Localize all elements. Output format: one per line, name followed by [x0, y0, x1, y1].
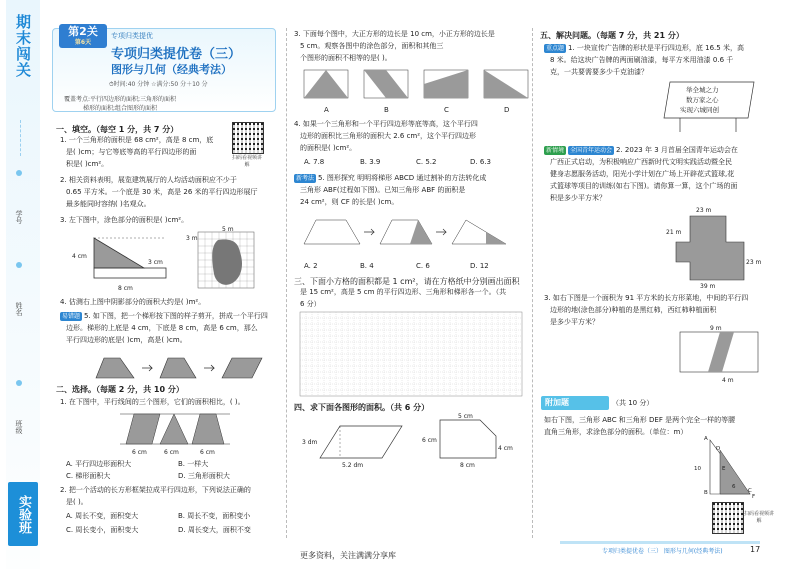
option-d[interactable]: D. 周长变大，面积不变: [178, 526, 251, 534]
question-text: 边形。梯形的上底是 4 cm，下底是 8 cm，高是 6 cm，那么: [66, 324, 258, 332]
q8-option[interactable]: A: [324, 106, 329, 114]
plaza-label: 23 m: [746, 259, 762, 266]
extra-score: （共 10 分）: [612, 399, 654, 407]
vertex-label: D: [716, 446, 721, 452]
fig-label: 8 cm: [460, 462, 475, 469]
q3-label-c: 8 cm: [118, 285, 133, 292]
q8-option[interactable]: C: [444, 106, 449, 114]
question-line: 1. 一块宣传广告牌的形状是平行四边形，底 16.5 米，高: [568, 44, 744, 52]
badge-sub: 第6天: [74, 39, 92, 46]
length-label: 6: [732, 484, 736, 490]
question-text: 5 cm。观察各图中的涂色部分，面积和其他三: [300, 42, 444, 50]
question-line: 5. 图形探究 明明将梯形 ABCD 通过割补的方法转化成: [318, 174, 487, 182]
qr-label: 扫码看视频讲解: [232, 155, 263, 168]
tag-label: 重点题: [546, 45, 565, 52]
q3-label-d: 3 m: [186, 235, 198, 242]
section-fill-in: 一、填空。（每空 1 分，共 7 分）: [56, 125, 179, 134]
question-text: 健身志愿服务活动，阳光小学计划在广场上开辟花式篮球,花: [550, 170, 735, 178]
option-d[interactable]: D. 三角形面积大: [178, 472, 230, 480]
question-text: 边形的面积比三角形的面积大 2.6 cm²，这个平行四边形: [300, 132, 477, 140]
key-points-line: 覆盖考点:平行四边形的面积;三角形的面积: [63, 96, 177, 103]
garden-label: 9 m: [710, 325, 722, 332]
question-text: 2. 相关资料表明，展览建筑展厅的人均活动面积应不少于: [60, 176, 237, 184]
question-text: 3. 左下图中，涂色部分的面积是( )cm²。: [60, 216, 189, 224]
option-b[interactable]: B. 3.9: [360, 158, 381, 166]
tag-label: 新情境: [546, 147, 565, 154]
q6-label: 6 cm: [200, 449, 215, 456]
vertex-label: C: [748, 488, 752, 494]
extra-title: 附加题: [545, 398, 569, 407]
section-solve: 五、解决问题。（每题 7 分，共 21 分）: [540, 31, 684, 40]
divider: [20, 120, 22, 156]
name-label: 姓名: [15, 302, 23, 316]
question-text: [544, 44, 744, 53]
vertex-label: F: [752, 494, 756, 500]
plaza-label: 23 m: [696, 207, 712, 214]
grid-figure: [198, 232, 254, 288]
plaza-label: 21 m: [666, 229, 682, 236]
q3-label-b: 3 cm: [148, 259, 163, 266]
garden-label: 4 m: [722, 377, 734, 384]
tag-label: 易错题: [62, 313, 81, 320]
question-text: 0.65 平方米。一个底是 30 米，高是 26 米的平行四边形展厅: [66, 188, 258, 196]
qr-pattern: [713, 503, 743, 533]
qr-pattern: [233, 123, 263, 153]
sign-line: 数万家之心: [686, 96, 719, 104]
paper-subtitle: 图形与几何（经典考法）: [111, 63, 232, 76]
question-text: 4. 如果一个三角形和一个平行四边形等底等高，这个平行四: [294, 120, 478, 128]
question-text: 克，一共要需要多少千克油漆？: [550, 68, 648, 76]
billboard-figure: [664, 78, 764, 132]
qr-code-icon[interactable]: [712, 502, 744, 534]
option-b[interactable]: B. 4: [360, 262, 374, 270]
brand-top-text: 期末闯关: [14, 14, 32, 78]
option-b[interactable]: B. 周长不变，面积变小: [178, 512, 251, 520]
id-label: 学号: [15, 210, 23, 224]
question-text: 4. 估测右上图中阴影部分的面积大约是( )m²。: [60, 298, 206, 306]
binding-dot: [16, 380, 22, 386]
q6-label: 6 cm: [132, 449, 147, 456]
question-text: 6 分）: [300, 300, 321, 308]
option-c[interactable]: C. 5.2: [416, 158, 437, 166]
question-text: 1. 在下图中，平行线间的三个图形，它们的面积相比，( )。: [60, 398, 245, 406]
fig-label: 5.2 dm: [342, 462, 364, 469]
sign-line: 实现六城同创: [680, 106, 719, 114]
option-a[interactable]: A. 2: [304, 262, 318, 270]
tag-label: 全国青年运动会: [570, 147, 613, 154]
question-text: 积是多少平方米？: [550, 194, 606, 202]
question-text: 的面积是( )cm²。: [300, 144, 357, 152]
triangles-figure: [690, 436, 766, 498]
grid-paper[interactable]: [300, 312, 522, 396]
footer-section: 专项归类提优卷（三） 图形与几何(经典考法): [602, 548, 723, 555]
header-tag: 专项归类提优: [111, 32, 153, 40]
question-text: 积是( )cm²。: [66, 160, 109, 168]
fig-label: 5 cm: [458, 413, 473, 420]
fig-label: 4 cm: [498, 445, 513, 452]
footer-text: 更多资料，关注满满分享库: [300, 551, 396, 560]
question-text: 是多少平方米？: [550, 318, 599, 326]
question-text: 平行四边形的底是( )cm，高是( )cm。: [66, 336, 187, 344]
option-a[interactable]: A. 7.8: [304, 158, 325, 166]
question-text: 1. 一个三角形的面积是 68 cm²，高是 8 cm，底: [60, 136, 214, 144]
column-divider: [532, 28, 533, 538]
question-text: 直角三角形，求涂色部分的面积。（单位：m）: [544, 428, 688, 436]
question-text: 是( )。: [66, 498, 88, 506]
question-text: 是 15 cm²，高是 5 cm 的平行四边形、三角形和梯形各一个。（共: [300, 288, 507, 296]
question-text: 广西正式启动，为积极响应广西新时代文明实践活动暨全民: [550, 158, 732, 166]
option-d[interactable]: D. 6.3: [470, 158, 491, 166]
qr-code-icon[interactable]: [232, 122, 264, 154]
q-area-figures: [300, 414, 524, 470]
question-text: 式篮球等项目的训练(如右下图)。请你算一算，这个广场的面: [550, 182, 738, 190]
option-b[interactable]: B. 一样大: [178, 460, 209, 468]
section-draw: 三、下面小方格的面积都是 1 cm²，请在方格纸中分别画出面积: [294, 277, 520, 286]
tag-label: 新考法: [296, 175, 315, 182]
option-d[interactable]: D. 12: [470, 262, 489, 270]
q5-figures: [90, 350, 270, 380]
question-text: [544, 146, 738, 155]
qr-label: 扫码看视频讲解: [744, 511, 775, 524]
level-badge: [59, 24, 107, 48]
garden-figure: [676, 324, 766, 386]
option-a[interactable]: A. 周长不变，面积变大: [66, 512, 139, 520]
plaza-label: 39 m: [700, 283, 716, 290]
q3-label-a: 4 cm: [72, 253, 87, 260]
question-line: 5. 如下图，把一个梯形按下图的样子剪开，拼成一个平行四: [84, 312, 268, 320]
question-text: [294, 174, 486, 183]
sign-line: 举全城之力: [686, 86, 719, 94]
length-label: 10: [694, 466, 701, 472]
vertex-label: B: [704, 490, 708, 496]
question-text: 个图形的面积不相等的是( )。: [300, 54, 392, 62]
vertex-label: E: [722, 466, 726, 472]
key-points: [56, 95, 184, 113]
extra-question-banner: [541, 396, 609, 410]
question-text: 最多能同时容纳( )名观众。: [66, 200, 151, 208]
q8-figures: [300, 68, 528, 116]
brand-logo-top: [12, 14, 34, 94]
option-c[interactable]: C. 6: [416, 262, 430, 270]
q10-figures: [300, 212, 528, 254]
question-text: 2. 把一个活动的长方形框架拉成平行四边形，下列说法正确的: [60, 486, 251, 494]
question-text: 边形的地(涂色部分)种植的是黑红柿，西红柿种植面积: [550, 306, 717, 314]
fig-label: 3 dm: [302, 439, 318, 446]
option-c[interactable]: C. 周长变小，面积变大: [66, 526, 139, 534]
question-text: 三角形 ABF(过程如下图)。已知三角形 ABF 的面积是: [300, 186, 466, 194]
question-text: 3. 下面每个图中，大正方形的边长是 10 cm，小正方形的边长是: [294, 30, 495, 38]
plaza-figure: [666, 202, 770, 290]
question-text: 24 cm²，则 CF 的长是( )cm。: [300, 198, 399, 206]
question-text: 是( )cm；与它等底等高的平行四边形的面: [66, 148, 197, 156]
binding-dot: [16, 262, 22, 268]
q6-label: 6 cm: [164, 449, 179, 456]
question-line: 2. 2023 年 3 月首届全国青年运动会在: [616, 146, 738, 154]
badge-text: 第2关: [68, 25, 98, 38]
question-text: 8 米。给这块广告牌的两面刷油漆，每平方米用油漆 0.6 千: [550, 56, 734, 64]
binding-dot: [16, 170, 22, 176]
option-c[interactable]: C. 梯形面积大: [66, 472, 111, 480]
q6-figure: [120, 410, 230, 458]
vertex-label: A: [704, 436, 708, 442]
paper-title: 专项归类提优卷（三）: [111, 47, 242, 62]
column-divider: [286, 28, 287, 538]
q8-option[interactable]: D: [504, 106, 510, 114]
time-score-info: ⏱时间:40 分钟 ☆满分:50 分＋10 分: [109, 81, 208, 88]
option-a[interactable]: A. 平行四边形面积大: [66, 460, 132, 468]
key-points-line: 梯形的面积;组合图形的面积: [82, 105, 158, 112]
q3-label-e: 5 m: [222, 226, 234, 233]
class-label: 班级: [15, 420, 23, 434]
question-text: [60, 312, 268, 321]
q8-option[interactable]: B: [384, 106, 389, 114]
page-number: 17: [750, 545, 761, 554]
fig-label: 6 cm: [422, 437, 437, 444]
q3-figures: [64, 228, 264, 296]
section-area: 四、求下面各图形的面积。（共 6 分）: [294, 403, 430, 412]
section-choice: 二、选择。（每题 2 分，共 10 分）: [56, 385, 184, 394]
question-text: 3. 如右下图是一个面积为 91 平方米的长方形菜地，中间的平行四: [544, 294, 749, 302]
footer-bar: [560, 541, 760, 544]
question-text: 如右下图，三角形 ABC 和三角形 DEF 是两个完全一样的等腰: [544, 416, 736, 424]
brand-logo-bottom: 实验班: [8, 482, 38, 546]
